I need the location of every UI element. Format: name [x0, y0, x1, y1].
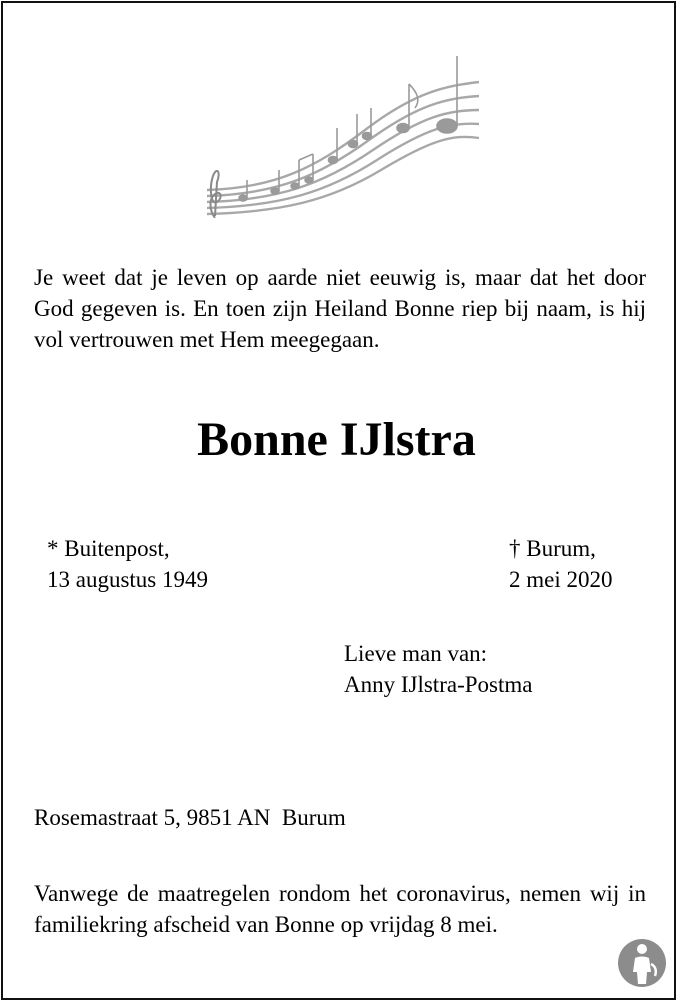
relation-info [344, 638, 532, 700]
music-notes-staff-icon [195, 48, 485, 218]
address-line: Rosemastraat 5, 9851 AN Burum [34, 805, 346, 830]
relation-label: Lieve man van: [344, 641, 488, 666]
intro-text: Je weet dat je leven op aarde niet eeuwig is, maar dat het door God gegeven is. En toen zijn Heiland Bonne riep bij naam, is hij vol vertrouwen met Hem meegegaan. [34, 265, 646, 352]
death-place: † Burum, [509, 536, 596, 561]
spouse-name: Anny IJlstra-Postma [344, 672, 533, 697]
deceased-name: Bonne IJlstra [197, 413, 476, 466]
funeral-notice: Vanwege de maatregelen rondom het coronavirus, nemen wij in familiekring afscheid van Bonne op vrijdag 8 mei. [34, 881, 646, 937]
death-info [509, 533, 613, 595]
death-date: 2 mei 2020 [509, 567, 613, 592]
birth-place: * Buitenpost, [47, 536, 170, 561]
birth-date: 13 augustus 1949 [47, 567, 208, 592]
birth-info [47, 533, 208, 595]
memorial-figure-logo-icon [617, 938, 667, 988]
